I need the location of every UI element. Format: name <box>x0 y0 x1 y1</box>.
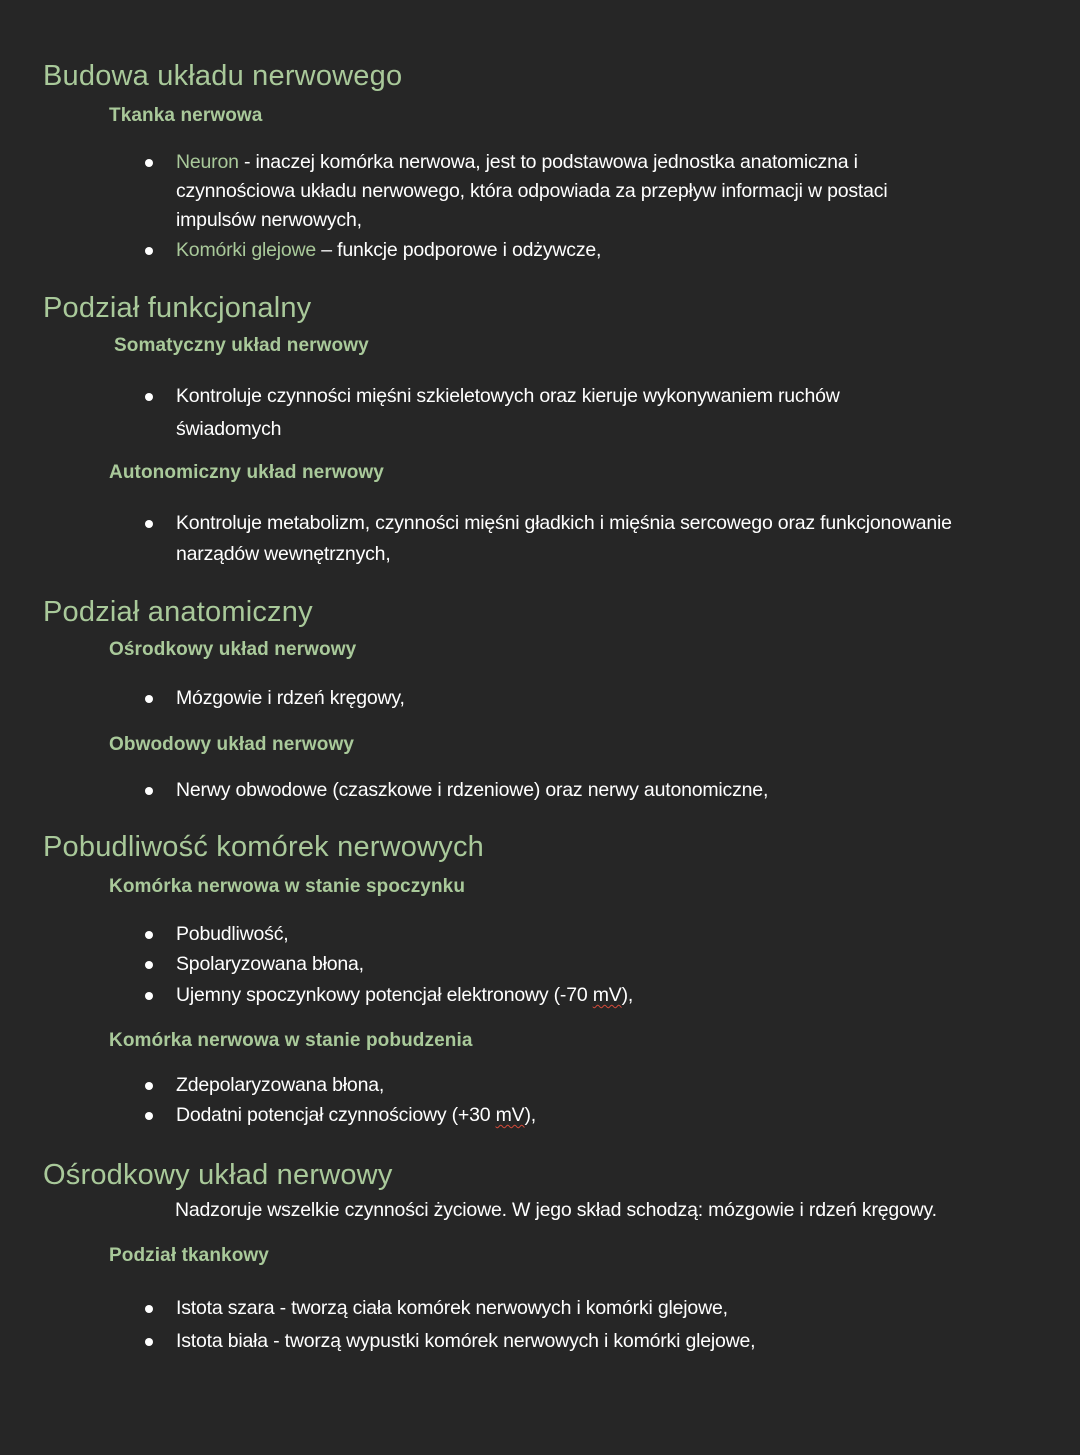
paragraph-intro: Nadzoruje wszelkie czynności życiowe. W jego skład schodzą: mózgowie i rdzeń kręgowy. <box>175 1199 937 1221</box>
bullet-icon <box>145 1112 153 1120</box>
unit-mv: mV <box>495 1104 525 1126</box>
bullet-icon <box>145 695 153 703</box>
unit-mv: mV <box>592 984 622 1006</box>
list-item <box>176 1104 536 1127</box>
bullet-icon <box>145 787 153 795</box>
list-item-text: Ujemny spoczynkowy potencjał elektronowy (-70 <box>176 984 593 1006</box>
bullet-icon <box>145 520 153 528</box>
list-item-text: Dodatni potencjał czynnościowy (+30 <box>176 1104 496 1126</box>
list-item <box>176 984 633 1007</box>
list-item-continuation: narządów wewnętrznych, <box>176 543 391 565</box>
term-neuron: Neuron <box>176 151 239 173</box>
list-item-continuation: świadomych <box>176 418 282 440</box>
heading-pobudliwosc: Pobudliwość komórek nerwowych <box>43 831 484 863</box>
bullet-icon <box>145 393 153 401</box>
subheading-tkankowy: Podział tkankowy <box>109 1245 269 1266</box>
list-item <box>176 239 601 262</box>
list-item: Mózgowie i rdzeń kręgowy, <box>176 687 405 709</box>
list-item: Kontroluje czynności mięśni szkieletowych oraz kieruje wykonywaniem ruchów <box>176 385 840 407</box>
bullet-icon <box>145 1082 153 1090</box>
subheading-autonomiczny: Autonomiczny układ nerwowy <box>109 462 384 483</box>
bullet-icon <box>145 961 153 969</box>
list-item-text: - inaczej komórka nerwowa, jest to podstawowa jednostka anatomiczna i <box>238 151 858 173</box>
list-item: Pobudliwość, <box>176 923 289 945</box>
list-item <box>176 151 858 174</box>
subheading-osrodkowy: Ośrodkowy układ nerwowy <box>109 639 357 660</box>
list-item-continuation: impulsów nerwowych, <box>176 209 362 231</box>
subheading-pobudzenie: Komórka nerwowa w stanie pobudzenia <box>109 1030 473 1051</box>
list-item-text: ), <box>621 984 634 1006</box>
list-item-text: – funkcje podporowe i odżywcze, <box>316 239 602 261</box>
bullet-icon <box>145 931 153 939</box>
bullet-icon <box>145 1305 153 1313</box>
list-item-text: ), <box>524 1104 536 1126</box>
subheading-spoczynek: Komórka nerwowa w stanie spoczynku <box>109 876 466 897</box>
list-item: Istota biała - tworzą wypustki komórek nerwowych i komórki glejowe, <box>176 1330 756 1352</box>
subheading-somatyczny: Somatyczny układ nerwowy <box>114 335 369 356</box>
heading-anatomiczny: Podział anatomiczny <box>43 596 313 628</box>
term-glejowe: Komórki glejowe <box>176 239 317 261</box>
subheading-obwodowy: Obwodowy układ nerwowy <box>109 734 355 755</box>
bullet-icon <box>145 247 153 255</box>
list-item: Zdepolaryzowana błona, <box>176 1074 385 1096</box>
heading-osrodkowy: Ośrodkowy układ nerwowy <box>43 1159 393 1191</box>
bullet-icon <box>145 159 153 167</box>
subheading-tkanka: Tkanka nerwowa <box>109 105 263 126</box>
list-item-continuation: czynnościowa układu nerwowego, która odpowiada za przepływ informacji w postaci <box>176 180 888 202</box>
list-item: Nerwy obwodowe (czaszkowe i rdzeniowe) oraz nerwy autonomiczne, <box>176 779 769 801</box>
heading-funkcjonalny: Podział funkcjonalny <box>43 292 312 324</box>
bullet-icon <box>145 1338 153 1346</box>
list-item: Kontroluje metabolizm, czynności mięśni gładkich i mięśnia sercowego oraz funkcjonowanie <box>176 512 952 534</box>
heading-budowa: Budowa układu nerwowego <box>43 60 403 92</box>
bullet-icon <box>145 992 153 1000</box>
list-item: Spolaryzowana błona, <box>176 953 364 975</box>
list-item: Istota szara - tworzą ciała komórek nerwowych i komórki glejowe, <box>176 1297 728 1319</box>
